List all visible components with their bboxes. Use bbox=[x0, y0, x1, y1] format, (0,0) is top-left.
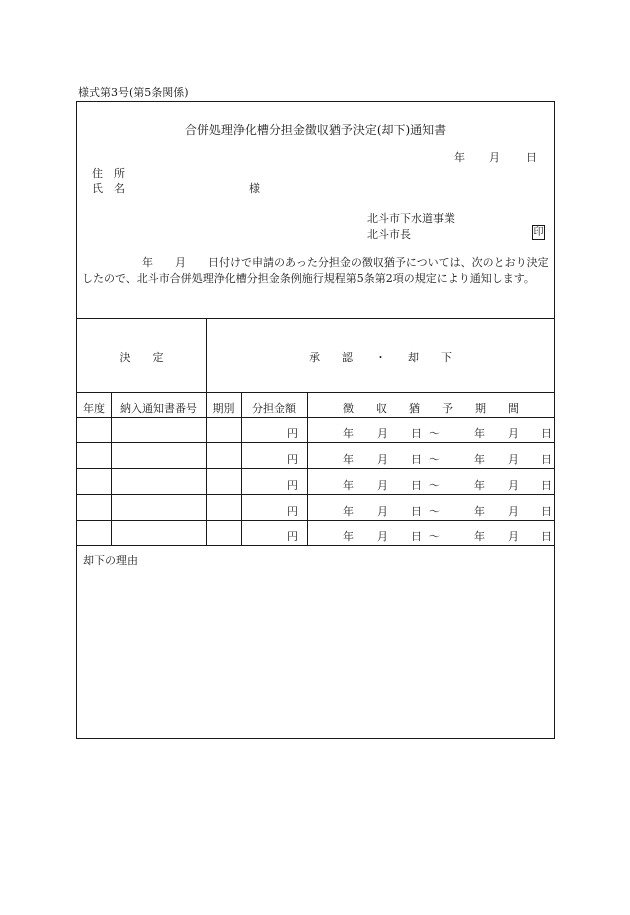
honorific: 様 bbox=[249, 182, 260, 195]
row-border-4 bbox=[77, 520, 554, 521]
row-border-2 bbox=[77, 468, 554, 469]
period-end-day: 日 bbox=[541, 479, 552, 492]
period-start-year: 年 bbox=[343, 505, 354, 518]
period-start-day: 日 bbox=[411, 505, 422, 518]
table-top-border bbox=[77, 318, 554, 319]
period-start-day: 日 bbox=[411, 453, 422, 466]
amount-unit: 円 bbox=[287, 479, 298, 492]
period-separator: 〜 bbox=[429, 505, 440, 518]
amount-unit: 円 bbox=[287, 453, 298, 466]
rejection-reason-label: 却下の理由 bbox=[83, 554, 138, 567]
column-header-year: 年度 bbox=[83, 402, 105, 415]
seal-mark: 印 bbox=[533, 227, 544, 238]
period-separator: 〜 bbox=[429, 530, 440, 543]
period-start-month: 月 bbox=[377, 530, 388, 543]
decision-row-border bbox=[77, 392, 554, 393]
row-border-1 bbox=[77, 442, 554, 443]
period-end-month: 月 bbox=[508, 530, 519, 543]
period-end-day: 日 bbox=[541, 505, 552, 518]
period-end-year: 年 bbox=[474, 530, 485, 543]
period-start-month: 月 bbox=[377, 479, 388, 492]
notice-body-text: 年 月 日付けで申請のあった分担金の徴収猶予については、次のとおり決定したので、北斗市合併処理浄化槽分担金条例施行規程第5条第2項の規定により通知します。 bbox=[82, 256, 549, 285]
period-start-month: 月 bbox=[377, 505, 388, 518]
period-separator: 〜 bbox=[429, 453, 440, 466]
date-day-unit: 日 bbox=[526, 151, 537, 164]
column-header-amount: 分担金額 bbox=[252, 402, 296, 415]
document-title: 合併処理浄化槽分担金徴収猶予決定(却下)通知書 bbox=[184, 123, 447, 137]
period-start-day: 日 bbox=[411, 530, 422, 543]
column-header-notice-number: 納入通知書番号 bbox=[120, 402, 197, 415]
period-end-month: 月 bbox=[508, 479, 519, 492]
row-border-5 bbox=[77, 545, 554, 546]
period-end-month: 月 bbox=[508, 453, 519, 466]
issuer-title: 北斗市長 bbox=[367, 228, 411, 241]
date-month-unit: 月 bbox=[489, 151, 500, 164]
issuer-organization: 北斗市下水道事業 bbox=[367, 212, 455, 225]
period-end-month: 月 bbox=[508, 427, 519, 440]
period-end-day: 日 bbox=[541, 530, 552, 543]
name-label: 氏 名 bbox=[92, 182, 125, 195]
period-end-year: 年 bbox=[474, 427, 485, 440]
address-label: 住 所 bbox=[92, 167, 125, 180]
amount-unit: 円 bbox=[287, 530, 298, 543]
period-start-month: 月 bbox=[377, 453, 388, 466]
period-start-day: 日 bbox=[411, 427, 422, 440]
period-start-year: 年 bbox=[343, 530, 354, 543]
issue-date bbox=[454, 149, 537, 165]
period-end-day: 日 bbox=[541, 427, 552, 440]
period-end-year: 年 bbox=[474, 505, 485, 518]
period-end-year: 年 bbox=[474, 453, 485, 466]
period-start-year: 年 bbox=[343, 479, 354, 492]
period-end-day: 日 bbox=[541, 453, 552, 466]
column-header-deferral-period: 徴 収 猶 予 期 間 bbox=[343, 402, 519, 415]
amount-unit: 円 bbox=[287, 505, 298, 518]
period-start-year: 年 bbox=[343, 453, 354, 466]
period-start-year: 年 bbox=[343, 427, 354, 440]
notice-body bbox=[82, 255, 550, 287]
period-separator: 〜 bbox=[429, 479, 440, 492]
header-row-border bbox=[77, 417, 554, 418]
column-header-term: 期別 bbox=[212, 402, 235, 415]
period-separator: 〜 bbox=[429, 427, 440, 440]
decision-options: 承 認 ・ 却 下 bbox=[309, 351, 452, 364]
decision-label: 決 定 bbox=[119, 351, 164, 364]
amount-unit: 円 bbox=[287, 427, 298, 440]
period-start-month: 月 bbox=[377, 427, 388, 440]
period-end-year: 年 bbox=[474, 479, 485, 492]
period-start-day: 日 bbox=[411, 479, 422, 492]
period-end-month: 月 bbox=[508, 505, 519, 518]
row-border-3 bbox=[77, 494, 554, 495]
date-year-unit: 年 bbox=[454, 151, 465, 164]
notice-form bbox=[76, 101, 555, 739]
form-number-label: 様式第3号(第5条関係) bbox=[78, 86, 189, 99]
